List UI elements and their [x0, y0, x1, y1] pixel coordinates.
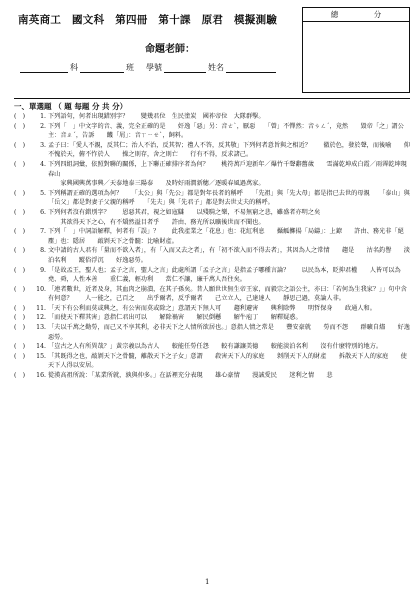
answer-blank[interactable]: ( ) [14, 160, 26, 168]
question-item [14, 352, 410, 371]
question-text: 其欲得天下之心，有不矯然溢目者乎 許由、務光所以曠後世而不聞也。 [48, 218, 265, 226]
question-item [14, 141, 410, 160]
question-text: 從漢高祖所說：「某業所就，孰與仲多。」在話裡充分表現 雄心豪情 漫誠愛民 迷利之情 悲 [48, 372, 333, 380]
seat-blank[interactable] [164, 63, 206, 73]
question-item [14, 313, 410, 323]
question-item [14, 122, 410, 141]
question-item [14, 266, 410, 285]
question-text: 下列「 」中詞語解釋，何者有「誤」？ 此我產業之「花息」也：花紅利息 攝觚擲揚「局鑄」：上鐐 許由、務光非「絕塵」也：隱居 敲剝天下之骨髓：比喻財產。 [48, 228, 404, 245]
header-divider [14, 98, 410, 99]
question-text: 「豈古之人有所異哉？」黃宗羲以為古人 較能任勞任怨 較有謙讓美德 較能淡泊名利 沒有什麼特別的地方。 [48, 343, 383, 351]
answer-blank[interactable] [14, 218, 28, 228]
exam-title: 南英商工 國文科 第四冊 第十課 原君 模擬測驗 [18, 14, 278, 26]
class-blank[interactable] [80, 63, 124, 73]
answer-blank[interactable]: ( ) [14, 372, 26, 380]
section-title: 一、單選題 （ 題 每題 分 共 分） [14, 102, 128, 111]
answer-blank[interactable]: ( ) [14, 343, 26, 351]
score-header [303, 8, 409, 22]
question-number: 7. [40, 228, 46, 236]
question-text: 下列稱謂正確的選項為何？ 「太公」與「先公」都是對年長者的稱呼 「先祖」與「先大母」都是指已去世的母親 「泰山」與「岳父」都是對妻子父親的稱呼 「先夫」與「先君子」都是對去世丈夫的稱呼。 [48, 189, 410, 207]
question-number: 6. [40, 208, 46, 216]
question-item [14, 342, 410, 352]
dept-blank[interactable] [20, 63, 68, 73]
question-text: 「而使天下釋其害」意指仁君出可以 解除禍害 解民倒懸 解牛庖丁 解釋疑惑。 [48, 314, 302, 322]
answer-blank[interactable]: ( ) [14, 285, 26, 293]
student-info-line [18, 62, 278, 73]
question-text: 「天下有公利而莫或興之，有公害而莫或除之」意謂天下無人可 趨利避害 興利除弊 明哲保身 政通人和。 [48, 304, 376, 312]
question-text: 「其既得之也，敲剝天下之骨髓，離散天下之子女」意謂 殺害天下人的家庭 剝削天下人的財產 拆散天下人的家庭 使天下人得以安居。 [48, 352, 407, 370]
question-number: 3. [40, 141, 46, 149]
question-number: 15. [36, 352, 46, 360]
question-list [14, 112, 410, 381]
answer-blank[interactable]: ( ) [14, 141, 26, 149]
question-number: 13. [36, 324, 46, 332]
question-text: 下列何者沒有錯別字？ 恩惡其君，視之如寇讎 以殘騎之樂，不易無窮之悲，雖盛者亦明之矣 [48, 208, 321, 216]
name-blank[interactable] [226, 63, 276, 73]
question-item [14, 246, 410, 265]
question-number: 8. [40, 247, 46, 255]
question-number: 5. [40, 189, 46, 197]
answer-blank[interactable]: ( ) [14, 113, 26, 120]
page-number: 1 [205, 578, 210, 586]
score-label-right: 分 [373, 10, 382, 19]
question-item [14, 304, 410, 314]
question-text: 「是故孟王，聖人也；孟子之言，聖人之言」此處所謂「孟子之言」是指孟子哪種言論？ 以民為本，貶抑君權 人皆可以為堯、舜，人性本善 重仁義，輕功利 當仁不讓，廉千萬人吾往矣。 [48, 266, 401, 284]
seat-label: 學號 [146, 63, 162, 72]
answer-blank[interactable]: ( ) [14, 247, 26, 255]
question-number: 16. [36, 372, 46, 380]
question-number: 14. [36, 343, 46, 351]
question-item [14, 160, 410, 179]
name-label: 姓名 [208, 63, 224, 72]
question-number: 9. [40, 266, 46, 274]
question-number: 4. [40, 160, 46, 168]
answer-blank[interactable]: ( ) [14, 314, 26, 322]
question-text: 孟子曰：「愛人不親，反其仁；治人不治，反其智；禮人不答，反其敬」下列何者意旨與之相近？ 徹於色，發於聲，而後喻 仰不愧於天，俯不怍於人 操之則存，舍之則亡 行有不得，反求諸己。 [48, 141, 410, 159]
question-number: 1. [40, 113, 46, 120]
answer-blank[interactable]: ( ) [14, 122, 26, 130]
score-box[interactable] [302, 7, 410, 93]
question-item [14, 227, 410, 246]
teacher-label: 命題老師： [145, 44, 195, 55]
question-text: 文中請的古人君有「量而不欲入者」，有「入而又去之者」，有「初不欲入而不得去者」，其因為人之常情 趨是 沽名釣譽 淡泊名利 蹤俗浮沉 好逸惡勞。 [48, 247, 410, 264]
answer-blank[interactable]: ( ) [14, 228, 26, 236]
answer-blank[interactable]: ( ) [14, 208, 26, 216]
question-number: 11. [36, 304, 46, 312]
question-item [14, 208, 410, 218]
question-number: 10. [36, 285, 46, 293]
question-number [28, 179, 48, 189]
question-item [14, 371, 410, 381]
question-item [14, 218, 410, 228]
question-number: 12. [36, 314, 46, 322]
question-text: 下列「 」中文字的音、義，完全正確的是 奸逸「惡」另：音ㄜˋ，厭惡 「曾」不憚然：音ㄘㄥˊ，竟然 毀帝「之」謂公主：音ㄓˊ，告訴 饑「屑」：音ㄒㄧㄝˋ，飼料。 [48, 122, 404, 140]
question-item [14, 179, 410, 189]
question-item [14, 189, 410, 208]
question-text: 「夫以千萬之勤勞，而己又不享其利，必非天下之人情所欲居也。」意指人情之常是 豐安豪就 勞而不怨 群曠自燼 好逸惡勞。 [48, 324, 410, 341]
answer-blank[interactable]: ( ) [14, 304, 26, 312]
dept-label: 科 [70, 63, 78, 72]
question-item [14, 323, 410, 342]
question-item [14, 285, 410, 304]
question-item [14, 112, 410, 122]
question-number: 2. [40, 122, 46, 130]
question-text: 「連者數世，近者及身，其血肉之崩潰，在其子孫矣。昔人願世世無生帝王家，而毅宗之語公主，亦曰：「若何為生我家？」」句中含有何意？ 人一能之，己百之 出乎爾者，反乎爾者 己立立人，己達達人 靜思己過，莫論人非。 [48, 285, 407, 303]
question-text: 下列語句，何者出現錯別字？ 變幾君位 生民塗炭 國祚帝位 大隊群擊。 [48, 113, 265, 120]
class-label: 班 [126, 63, 134, 72]
question-text: 家興國興萬事興／天泰地泰三陽泰 及時好雨潤新穗／逐暖春風過萬家。 [48, 180, 265, 188]
answer-blank[interactable]: ( ) [14, 266, 26, 274]
answer-blank[interactable]: ( ) [14, 324, 26, 332]
question-number [28, 218, 48, 228]
answer-blank[interactable]: ( ) [14, 189, 26, 197]
answer-blank[interactable]: ( ) [14, 352, 26, 360]
answer-blank[interactable] [14, 179, 28, 189]
question-text: 下列四組詞彙，依照對聯的關係，上下聯正確排序者為何？ 桃符萬戶迎新年／爆竹千聲辭舊歲 雪滿乾坤成白霞／雨霽乾坤現春山 [48, 160, 407, 178]
score-label-left: 總 [330, 10, 339, 19]
